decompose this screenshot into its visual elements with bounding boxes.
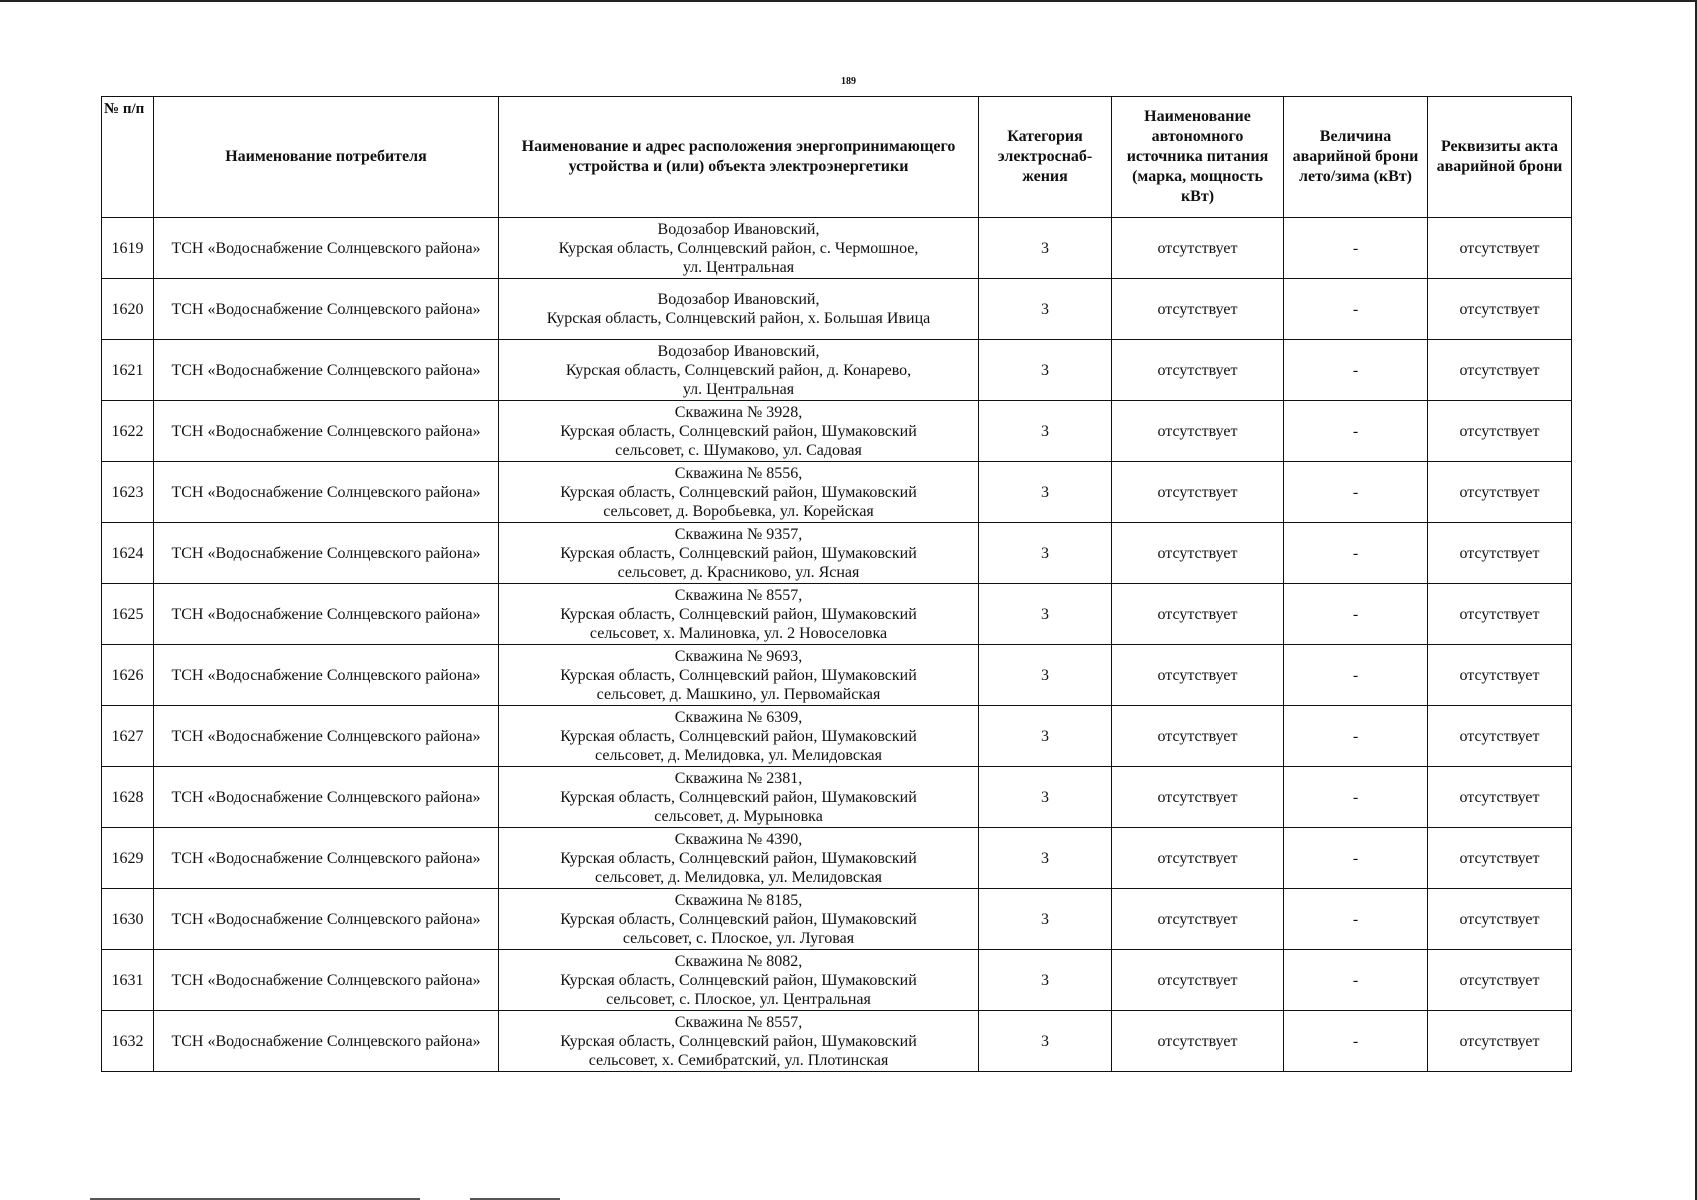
- object-address-line: сельсовет, с. Шумаково, ул. Садовая: [615, 441, 862, 459]
- reserve-value: -: [1284, 706, 1428, 767]
- reserve-act: отсутствует: [1428, 706, 1572, 767]
- supply-category: 3: [979, 462, 1112, 523]
- reserve-act: отсутствует: [1428, 401, 1572, 462]
- table-row: [102, 706, 1572, 767]
- power-source: отсутствует: [1112, 645, 1284, 706]
- object-address: [499, 645, 979, 706]
- object-address-line: сельсовет, х. Малиновка, ул. 2 Новоселовка: [589, 624, 888, 642]
- power-source: отсутствует: [1112, 218, 1284, 279]
- reserve-act: отсутствует: [1428, 828, 1572, 889]
- power-source: отсутствует: [1112, 401, 1284, 462]
- object-address: [499, 401, 979, 462]
- object-address: [499, 706, 979, 767]
- reserve-value: -: [1284, 523, 1428, 584]
- row-number: 1624: [102, 523, 154, 584]
- consumer-name: ТСН «Водоснабжение Солнцевского района»: [154, 401, 499, 462]
- object-address-line: сельсовет, с. Плоское, ул. Центральная: [606, 990, 871, 1008]
- reserve-value: -: [1284, 584, 1428, 645]
- object-address-line: Скважина № 3928,: [674, 403, 803, 421]
- power-source: отсутствует: [1112, 767, 1284, 828]
- table-row: [102, 828, 1572, 889]
- row-number: 1619: [102, 218, 154, 279]
- row-number: 1620: [102, 279, 154, 340]
- object-address-line: Курская область, Солнцевский район, Шумаковский: [560, 1032, 917, 1050]
- header-reserve: Величина аварийной брони лето/зима (кВт): [1284, 97, 1428, 218]
- object-address: [499, 462, 979, 523]
- reserve-value: -: [1284, 645, 1428, 706]
- object-address: [499, 1011, 979, 1072]
- power-source: отсутствует: [1112, 462, 1284, 523]
- reserve-value: -: [1284, 767, 1428, 828]
- row-number: 1629: [102, 828, 154, 889]
- object-address-line: сельсовет, д. Воробьевка, ул. Корейская: [603, 502, 874, 520]
- object-address-line: сельсовет, д. Машкино, ул. Первомайская: [596, 685, 881, 703]
- table-row: [102, 462, 1572, 523]
- object-address: [499, 279, 979, 340]
- supply-category: 3: [979, 401, 1112, 462]
- emergency-reserve-table: [101, 96, 1572, 1072]
- reserve-value: -: [1284, 462, 1428, 523]
- object-address-line: Курская область, Солнцевский район, Шумаковский: [560, 849, 917, 867]
- reserve-value: -: [1284, 401, 1428, 462]
- table-row: [102, 1011, 1572, 1072]
- reserve-value: -: [1284, 1011, 1428, 1072]
- supply-category: 3: [979, 828, 1112, 889]
- reserve-value: -: [1284, 950, 1428, 1011]
- supply-category: 3: [979, 767, 1112, 828]
- consumer-name: ТСН «Водоснабжение Солнцевского района»: [154, 950, 499, 1011]
- object-address-line: сельсовет, д. Мурыновка: [654, 807, 823, 825]
- object-address-line: Скважина № 9357,: [674, 525, 803, 543]
- row-number: 1626: [102, 645, 154, 706]
- object-address: [499, 218, 979, 279]
- row-number: 1630: [102, 889, 154, 950]
- object-address-line: Курская область, Солнцевский район, Шумаковский: [560, 910, 917, 928]
- object-address-line: ул. Центральная: [682, 258, 795, 276]
- reserve-act: отсутствует: [1428, 279, 1572, 340]
- header-object: Наименование и адрес расположения энергопринимающего устройства и (или) объекта электроэнергетики: [499, 97, 979, 218]
- power-source: отсутствует: [1112, 950, 1284, 1011]
- object-address-line: Скважина № 8556,: [674, 464, 803, 482]
- row-number: 1621: [102, 340, 154, 401]
- table-row: [102, 523, 1572, 584]
- object-address: [499, 340, 979, 401]
- power-source: отсутствует: [1112, 706, 1284, 767]
- object-address-line: ул. Центральная: [682, 380, 795, 398]
- consumer-name: ТСН «Водоснабжение Солнцевского района»: [154, 1011, 499, 1072]
- reserve-value: -: [1284, 889, 1428, 950]
- object-address: [499, 950, 979, 1011]
- row-number: 1622: [102, 401, 154, 462]
- table-row: [102, 584, 1572, 645]
- reserve-act: отсутствует: [1428, 889, 1572, 950]
- reserve-value: -: [1284, 279, 1428, 340]
- table-row: [102, 889, 1572, 950]
- power-source: отсутствует: [1112, 1011, 1284, 1072]
- row-number: 1631: [102, 950, 154, 1011]
- page-number: 189: [841, 76, 856, 87]
- reserve-act: отсутствует: [1428, 950, 1572, 1011]
- header-consumer: Наименование потребителя: [154, 97, 499, 218]
- table-row: [102, 950, 1572, 1011]
- row-number: 1632: [102, 1011, 154, 1072]
- object-address-line: Водозабор Ивановский,: [657, 220, 820, 238]
- supply-category: 3: [979, 1011, 1112, 1072]
- object-address-line: сельсовет, д. Красниково, ул. Ясная: [617, 563, 860, 581]
- object-address: [499, 828, 979, 889]
- scan-border-top: [0, 0, 1697, 2]
- row-number: 1623: [102, 462, 154, 523]
- object-address-line: Курская область, Солнцевский район, х. Большая Ивица: [546, 310, 931, 327]
- object-address-line: Курская область, Солнцевский район, Шумаковский: [560, 483, 917, 501]
- supply-category: 3: [979, 279, 1112, 340]
- consumer-name: ТСН «Водоснабжение Солнцевского района»: [154, 645, 499, 706]
- power-source: отсутствует: [1112, 828, 1284, 889]
- object-address-line: сельсовет, д. Мелидовка, ул. Мелидовская: [595, 868, 882, 886]
- reserve-act: отсутствует: [1428, 523, 1572, 584]
- supply-category: 3: [979, 706, 1112, 767]
- object-address-line: Курская область, Солнцевский район, Шумаковский: [560, 788, 917, 806]
- reserve-value: -: [1284, 218, 1428, 279]
- reserve-act: отсутствует: [1428, 767, 1572, 828]
- consumer-name: ТСН «Водоснабжение Солнцевского района»: [154, 706, 499, 767]
- reserve-act: отсутствует: [1428, 1011, 1572, 1072]
- object-address: [499, 584, 979, 645]
- object-address-line: сельсовет, с. Плоское, ул. Луговая: [622, 929, 855, 947]
- power-source: отсутствует: [1112, 889, 1284, 950]
- supply-category: 3: [979, 584, 1112, 645]
- row-number: 1627: [102, 706, 154, 767]
- supply-category: 3: [979, 950, 1112, 1011]
- table-body: [102, 218, 1572, 1072]
- table-row: [102, 218, 1572, 279]
- object-address-line: Курская область, Солнцевский район, д. Конарево,: [565, 361, 912, 379]
- table-row: [102, 279, 1572, 340]
- reserve-act: отсутствует: [1428, 340, 1572, 401]
- row-number: 1625: [102, 584, 154, 645]
- consumer-name: ТСН «Водоснабжение Солнцевского района»: [154, 462, 499, 523]
- object-address-line: Курская область, Солнцевский район, Шумаковский: [560, 605, 917, 623]
- consumer-name: ТСН «Водоснабжение Солнцевского района»: [154, 523, 499, 584]
- object-address-line: Скважина № 4390,: [674, 830, 803, 848]
- object-address-line: Скважина № 9693,: [674, 647, 803, 665]
- consumer-name: ТСН «Водоснабжение Солнцевского района»: [154, 584, 499, 645]
- consumer-name: ТСН «Водоснабжение Солнцевского района»: [154, 218, 499, 279]
- power-source: отсутствует: [1112, 279, 1284, 340]
- header-power-source: Наименование автономного источника питания (марка, мощность кВт): [1112, 97, 1284, 218]
- table-row: [102, 645, 1572, 706]
- object-address: [499, 523, 979, 584]
- table-row: [102, 767, 1572, 828]
- object-address: [499, 889, 979, 950]
- object-address-line: Курская область, Солнцевский район, Шумаковский: [560, 971, 917, 989]
- object-address-line: Скважина № 6309,: [674, 708, 803, 726]
- consumer-name: ТСН «Водоснабжение Солнцевского района»: [154, 767, 499, 828]
- reserve-act: отсутствует: [1428, 645, 1572, 706]
- object-address-line: Скважина № 2381,: [674, 769, 803, 787]
- object-address-line: Курская область, Солнцевский район, Шумаковский: [560, 422, 917, 440]
- object-address-line: Курская область, Солнцевский район, Шумаковский: [560, 727, 917, 745]
- power-source: отсутствует: [1112, 523, 1284, 584]
- reserve-value: -: [1284, 828, 1428, 889]
- consumer-name: ТСН «Водоснабжение Солнцевского района»: [154, 279, 499, 340]
- supply-category: 3: [979, 889, 1112, 950]
- power-source: отсутствует: [1112, 340, 1284, 401]
- object-address-line: Водозабор Ивановский,: [657, 291, 820, 308]
- header-act: Реквизиты акта аварийной брони: [1428, 97, 1572, 218]
- object-address-line: Курская область, Солнцевский район, Шумаковский: [560, 666, 917, 684]
- object-address: [499, 767, 979, 828]
- supply-category: 3: [979, 340, 1112, 401]
- supply-category: 3: [979, 218, 1112, 279]
- object-address-line: Водозабор Ивановский,: [657, 342, 820, 360]
- object-address-line: Скважина № 8557,: [674, 586, 803, 604]
- object-address-line: сельсовет, х. Семибратский, ул. Плотинская: [588, 1051, 889, 1069]
- reserve-act: отсутствует: [1428, 462, 1572, 523]
- table-row: [102, 340, 1572, 401]
- reserve-value: -: [1284, 340, 1428, 401]
- object-address-line: Скважина № 8185,: [674, 891, 803, 909]
- table-header-row: [102, 97, 1572, 218]
- header-num: № п/п: [102, 97, 154, 218]
- reserve-act: отсутствует: [1428, 584, 1572, 645]
- object-address-line: сельсовет, д. Мелидовка, ул. Мелидовская: [595, 746, 882, 764]
- consumer-name: ТСН «Водоснабжение Солнцевского района»: [154, 828, 499, 889]
- object-address-line: Скважина № 8082,: [674, 952, 803, 970]
- header-category: Категория электроснаб-жения: [979, 97, 1112, 218]
- object-address-line: Курская область, Солнцевский район, с. Чермошное,: [558, 239, 919, 257]
- power-source: отсутствует: [1112, 584, 1284, 645]
- reserve-act: отсутствует: [1428, 218, 1572, 279]
- object-address-line: Скважина № 8557,: [674, 1013, 803, 1031]
- consumer-name: ТСН «Водоснабжение Солнцевского района»: [154, 889, 499, 950]
- supply-category: 3: [979, 523, 1112, 584]
- row-number: 1628: [102, 767, 154, 828]
- consumer-name: ТСН «Водоснабжение Солнцевского района»: [154, 340, 499, 401]
- object-address-line: Курская область, Солнцевский район, Шумаковский: [560, 544, 917, 562]
- supply-category: 3: [979, 645, 1112, 706]
- table-row: [102, 401, 1572, 462]
